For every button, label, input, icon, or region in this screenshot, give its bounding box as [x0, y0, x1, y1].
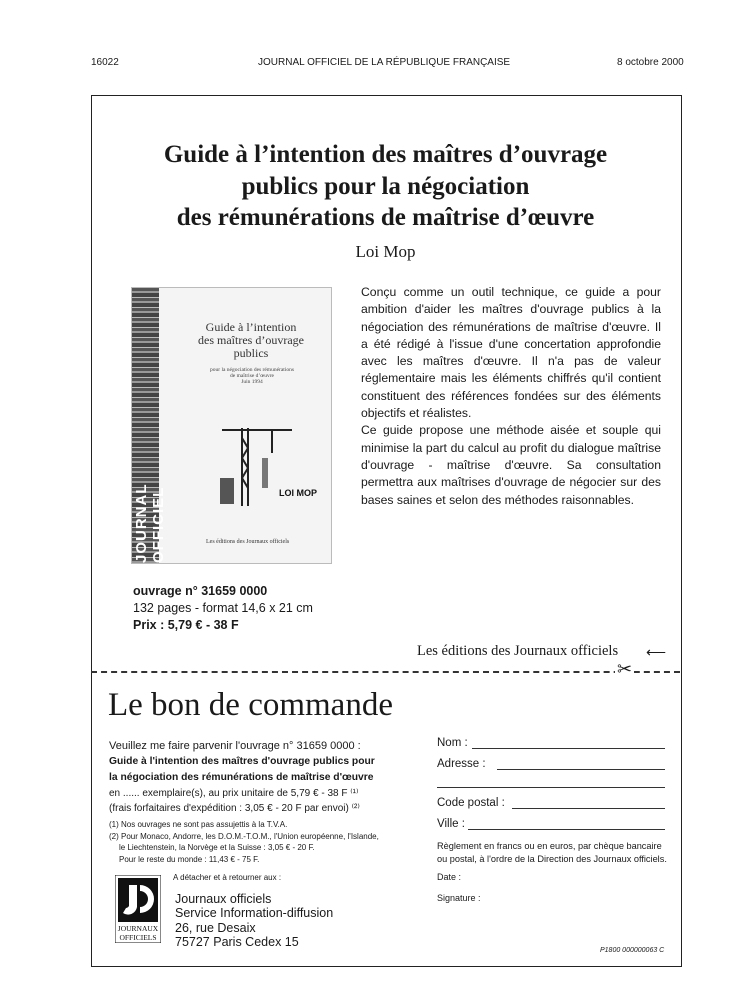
cover-subtitle	[182, 367, 322, 385]
adresse-field[interactable]	[497, 769, 665, 770]
ouvrage-info	[133, 583, 313, 634]
nom-field[interactable]	[472, 748, 665, 749]
journaux-officiels-logo	[115, 875, 161, 943]
cover-sub-line: Juin 1994	[241, 379, 263, 385]
footer-reference: P1800 000000063 C	[600, 947, 665, 954]
ville-label: Ville :	[437, 818, 465, 830]
adresse-label: Adresse :	[437, 758, 486, 770]
order-quantity-line: en ...... exemplaire(s), au prix unitaire de 5,79 € - 38 F ⁽¹⁾	[109, 788, 359, 799]
cover-title	[176, 321, 326, 360]
cover-title-line: publics	[233, 346, 269, 360]
cover-title-line: des maîtres d’ouvrage	[198, 333, 304, 347]
payment-info	[437, 840, 667, 865]
arrow-left-icon: ⟵	[646, 644, 667, 660]
guide-title-line-1: Guide à l’intention des maîtres d’ouvrage	[163, 141, 608, 168]
date-label: Date :	[437, 872, 462, 882]
adresse-field-line-2[interactable]	[437, 787, 665, 788]
ouvrage-price: Prix : 5,79 € - 38 F	[133, 618, 239, 632]
order-note: (1) Nos ouvrages ne sont pas assujettis à la T.V.A.	[109, 820, 288, 829]
order-note: le Liechtenstein, la Norvège et la Suisse : 3,05 € - 20 F.	[119, 843, 315, 852]
code-postal-label: Code postal :	[437, 797, 505, 809]
return-address	[175, 892, 333, 950]
order-shipping-line: (frais forfaitaires d'expédition : 3,05 € - 20 F par envoi) ⁽²⁾	[109, 803, 360, 814]
journal-title: JOURNAL OFFICIEL DE LA RÉPUBLIQUE FRANÇAISE	[258, 57, 511, 68]
guide-title-line-2: publics pour la négociation	[241, 173, 530, 200]
description-paragraph: Ce guide propose une méthode aisée et souple qui minimise la part du calcul au profit du dialogue maîtrise d'ouvrage - maîtrise d'œuvre. Sa consultation permettra aux maîtrises d'ouvrage de négocier sur des bases saines et selon des méthodes raisonnables.	[361, 423, 661, 507]
payment-line: ou postal, à l'ordre de la Direction des Journaux officiels.	[437, 853, 667, 864]
ouvrage-format: 132 pages - format 14,6 x 21 cm	[133, 601, 313, 615]
cover-loi-mop: LOI MOP	[279, 488, 317, 498]
cut-line	[91, 671, 680, 673]
code-postal-field[interactable]	[512, 808, 665, 809]
cover-title-line: Guide à l’intention	[205, 320, 297, 334]
svg-text:JOURNAUX: JOURNAUX	[117, 924, 159, 933]
address-line: 75727 Paris Cedex 15	[175, 935, 299, 950]
description-paragraph: Conçu comme un outil technique, ce guide a pour ambition d'aider les maîtres d'ouvrage publics à la négociation des rémunérations de maîtrise d'œuvre. Il a été rédigé à l'issue d'une concertation approfondie avec les maîtres d'œuvre. Il n'a pas de valeur réglementaire mais les éléments chiffrés qu'il contient constituent des références fondées sur des éléments objectifs et réalistes.	[361, 285, 661, 421]
order-title-line: la négociation des rémunérations de maîtrise d'œuvre	[109, 772, 374, 783]
payment-line: Règlement en francs ou en euros, par chèque bancaire	[437, 841, 662, 851]
guide-title-line-3: des rémunérations de maîtrise d’œuvre	[176, 204, 595, 231]
cover-sub-line: pour la négociation des rémunérations	[209, 367, 294, 373]
issue-date: 8 octobre 2000	[617, 57, 684, 68]
cover-footer: Les éditions des Journaux officiels	[206, 539, 290, 545]
address-line: Service Information-diffusion	[175, 906, 334, 921]
guide-description	[361, 284, 661, 509]
ouvrage-ref: ouvrage n° 31659 0000	[133, 584, 268, 598]
cover-sub-line: de maîtrise d’œuvre	[230, 373, 274, 379]
book-cover-image	[131, 287, 332, 564]
order-note: Pour le reste du monde : 11,43 € - 75 F.	[119, 854, 260, 864]
guide-subtitle: Loi Mop	[355, 242, 416, 261]
order-note: (2) Pour Monaco, Andorre, les D.O.M.-T.O.M., l'Union européenne, l'Islande,	[109, 831, 379, 841]
publisher-line: Les éditions des Journaux officiels	[417, 643, 619, 659]
address-line: Journaux officiels	[175, 892, 272, 906]
ville-field[interactable]	[468, 829, 665, 830]
order-intro: Veuillez me faire parvenir l'ouvrage n° 31659 0000 :	[109, 740, 361, 752]
cover-spine-text: JOURNAL OFFICIEL	[133, 483, 167, 563]
page-number: 16022	[91, 57, 119, 68]
nom-label: Nom :	[437, 737, 468, 749]
scissors-icon: ✂	[617, 659, 633, 679]
svg-text:OFFICIELS: OFFICIELS	[119, 933, 157, 942]
address-line: 26, rue Desaix	[175, 920, 256, 935]
signature-label: Signature :	[437, 893, 481, 903]
order-title-line: Guide à l'intention des maîtres d'ouvrage publics pour	[109, 756, 375, 767]
detach-instruction: A détacher et à retourner aux :	[173, 873, 282, 882]
order-heading: Le bon de commande	[108, 687, 393, 723]
order-details	[109, 738, 399, 865]
